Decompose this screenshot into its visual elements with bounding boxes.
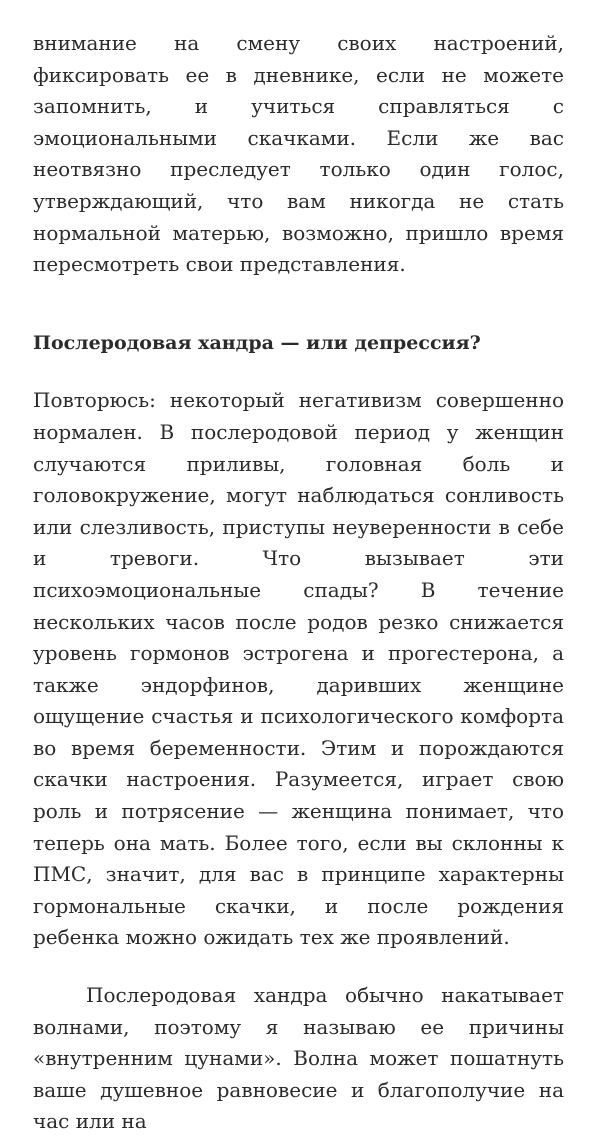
paragraph-hormonal-changes: Повторюсь: некоторый негативизм совершенно нормален. В послеродовой период у женщин случаются приливы, головная боль и головокружение, могут наблюдаться сонливость или слезливость, приступы неуверенности в себе и тревоги. Что вызывает эти психоэмоциональные спады? В течение нескольких часов после родов резко снижается уровень гормонов эстрогена и прогестерона, а также эндорфинов, даривших женщине ощущение счастья и психологического комфорта во время беременности. Этим и порождаются скачки настроения. Разумеется, играет свою роль и потрясение — женщина понимает, что теперь она мать. Более того, если вы склонны к ПМС, значит, для вас в принципе характерны гормональные скачки, и после рождения ребенка можно ожидать тех же проявлений. [33,388,564,950]
section-heading: Послеродовая хандра — или депрессия? [33,331,481,354]
paragraph-mood-tracking: внимание на смену своих настроений, фиксировать ее в дневнике, если не можете запомнить, и учиться справляться с эмоциональными скачками. Если же вас неотвязно преследует только один голос, утверждающий, что вам никогда не стать нормальной матерью, возможно, пришло время пересмотреть свои представления. [33,31,564,277]
paragraph-internal-tsunami: Послеродовая хандра обычно накатывает волнами, поэтому я называю ее причины «внутренним цунами». Волна может пошатнуть ваше душевное равновесие и благополучие на час или на [33,983,564,1134]
article-body [33,28,564,1138]
